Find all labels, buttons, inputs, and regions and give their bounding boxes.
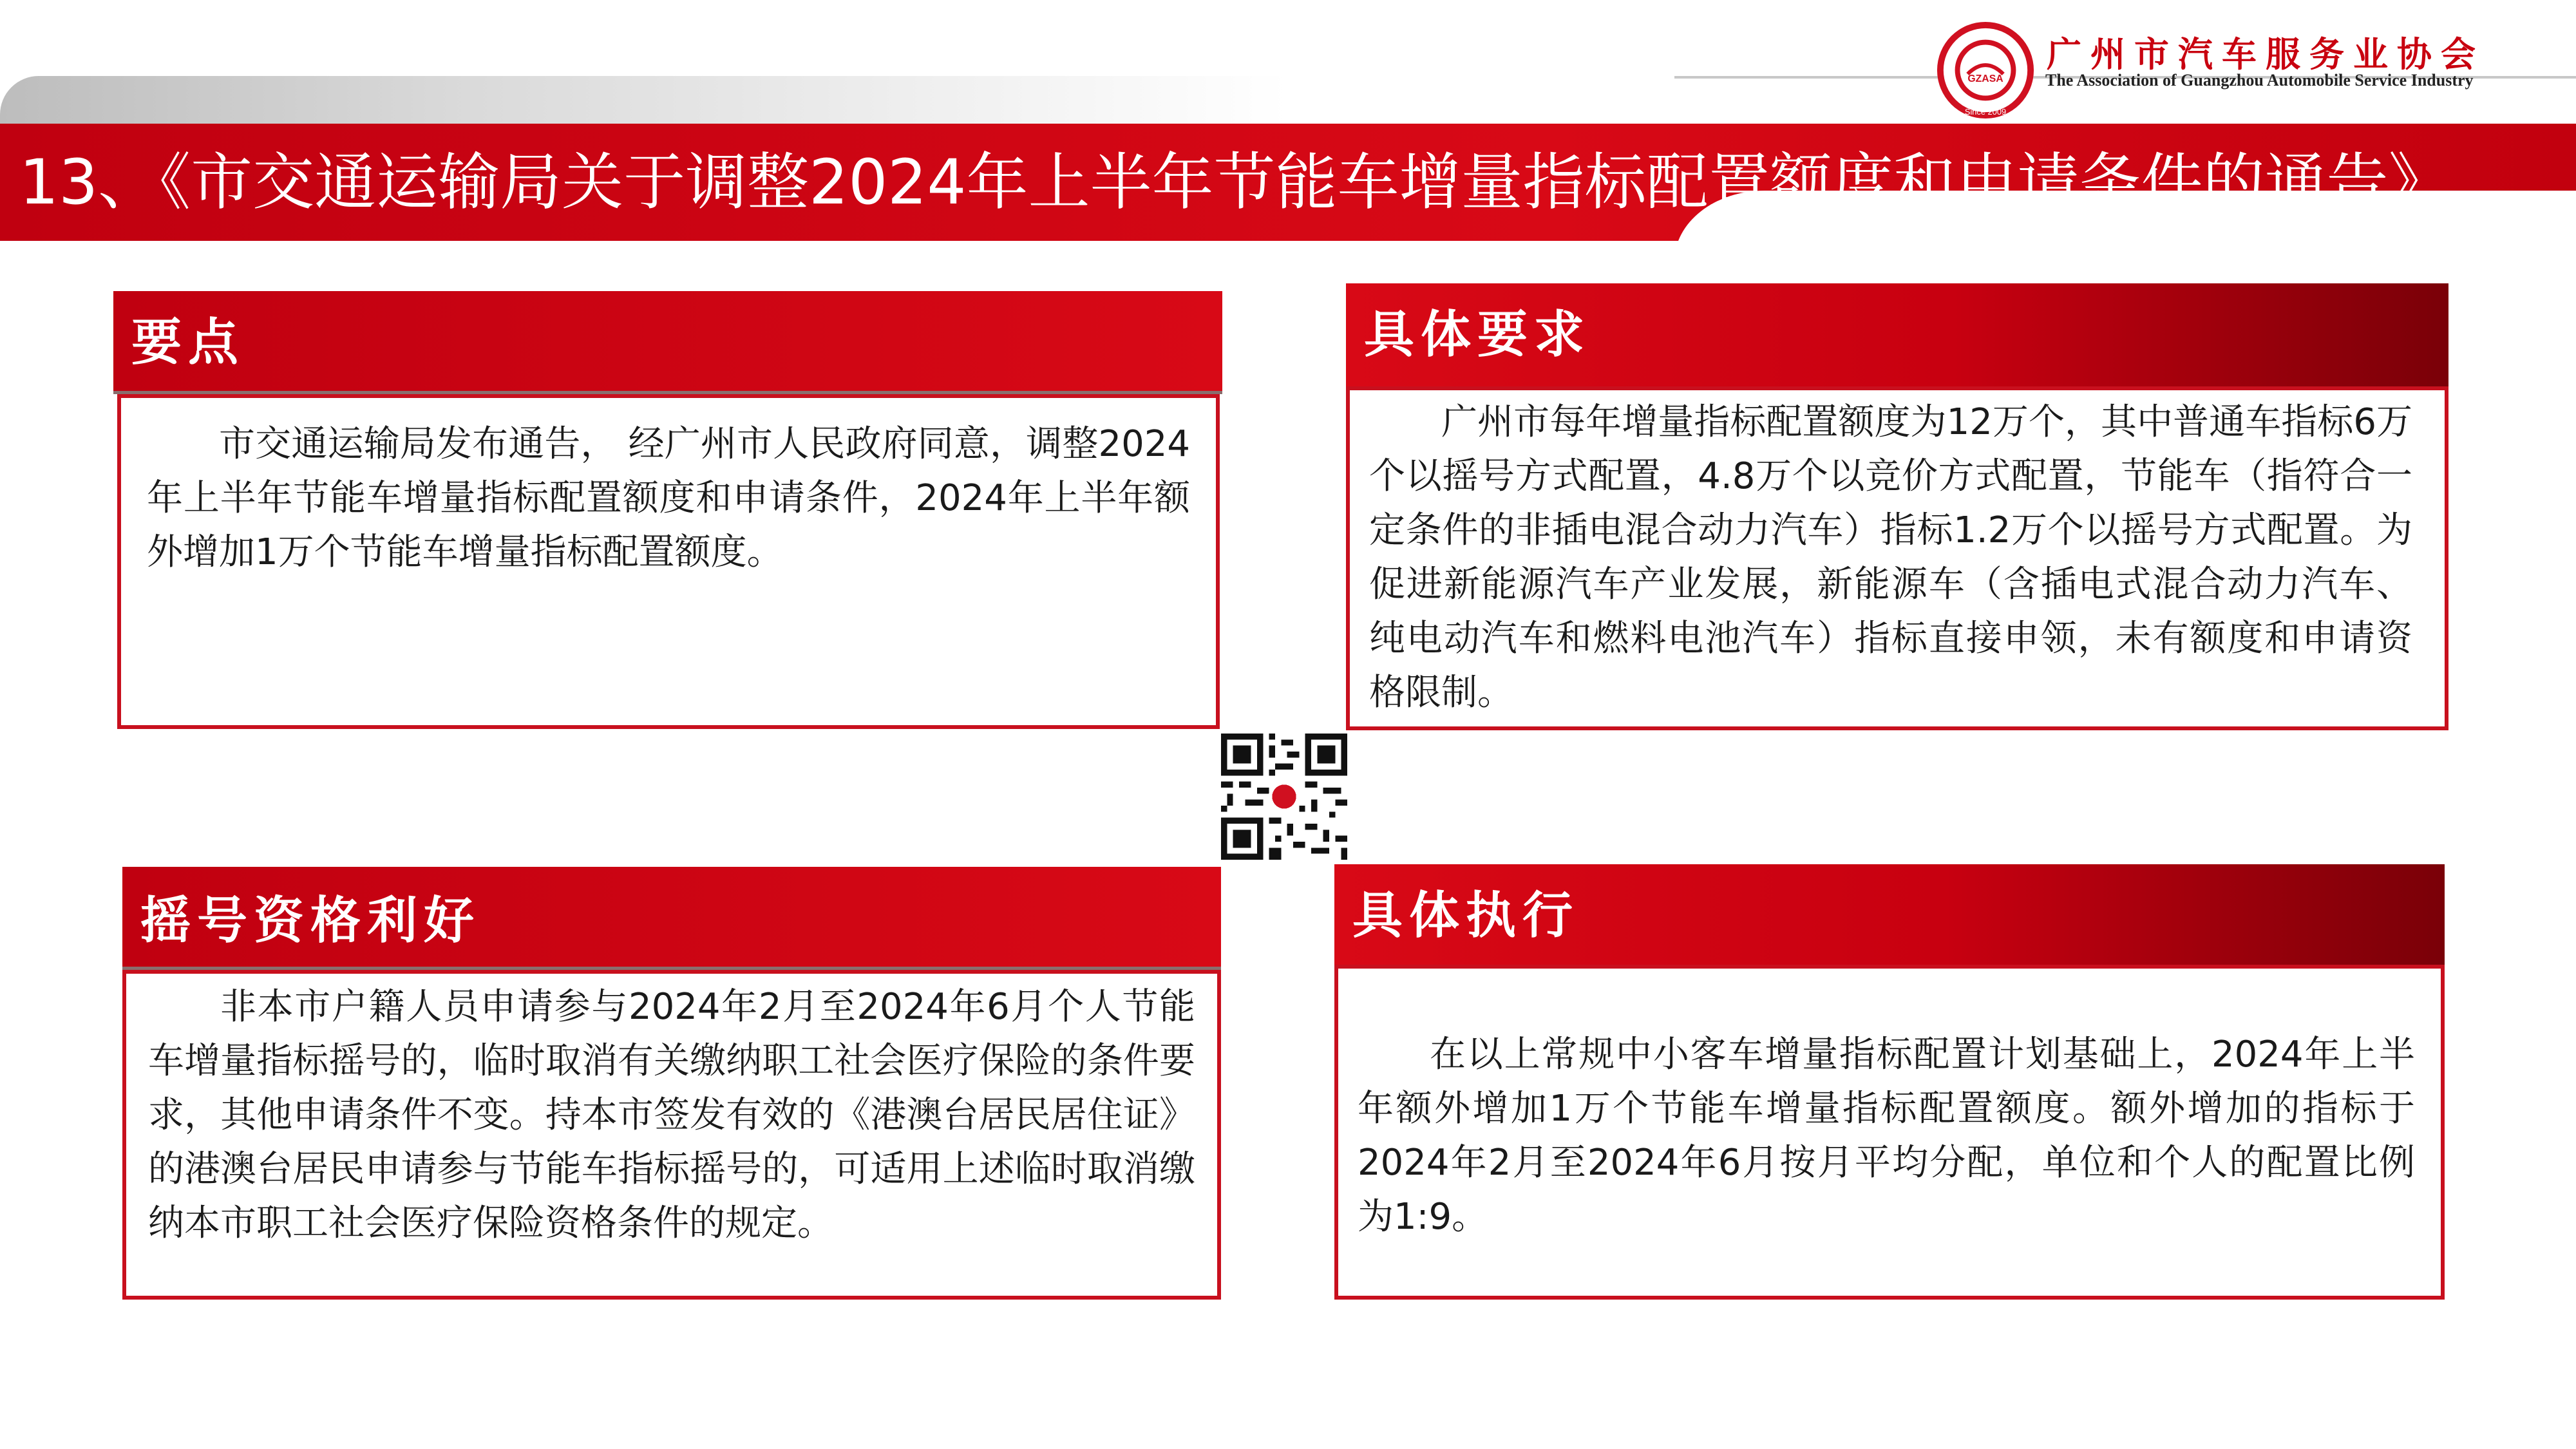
key-points-card [117, 394, 1220, 729]
key-points-text: 市交通运输局发布通告， 经广州市人民政府同意，调整2024年上半年节能车增量指标配置额度和申请条件，2024年上半年额外增加1万个节能车增量指标配置额度。 [147, 423, 1190, 573]
execution-card [1334, 965, 2445, 1300]
association-name-cn: 广州市汽车服务业协会 [2047, 34, 2485, 75]
key-points-header [113, 291, 1222, 394]
svg-text:GZASA: GZASA [1967, 73, 2003, 84]
lottery-benefit-title: 摇号资格利好 [140, 892, 481, 950]
lottery-benefit-header [122, 867, 1221, 970]
requirements-header [1346, 283, 2448, 386]
lottery-benefit-text: 非本市户籍人员申请参与2024年2月至2024年6月个人节能车增量指标摇号的，临时取消有关缴纳职工社会医疗保险的条件要求，其他申请条件不变。持本市签发有效的《港澳台居民居住证》的港澳台居民申请参与节能车指标摇号的，可适用上述临时取消缴纳本市职工社会医疗保险资格条件的规定。 [148, 986, 1195, 1244]
header-gray-band [0, 76, 1288, 126]
execution-header [1334, 864, 2445, 967]
execution-title: 具体执行 [1352, 887, 1580, 945]
association-seal-icon [1935, 19, 2036, 121]
lottery-benefit-card [122, 970, 1221, 1300]
qr-code-icon [1221, 732, 1347, 862]
requirements-card [1346, 386, 2448, 730]
requirements-text: 广州市每年增量指标配置额度为12万个，其中普通车指标6万个以摇号方式配置，4.8万个以竞价方式配置，节能车（指符合一定条件的非插电混合动力汽车）指标1.2万个以摇号方式配置。为促进新能源汽车产业发展，新能源车（含插电式混合动力汽车、纯电动汽车和燃料电池汽车）指标直接申领，未有额度和申请资格限制。 [1369, 401, 2412, 714]
key-points-title: 要点 [131, 314, 245, 372]
svg-text:Since 2009: Since 2009 [1964, 107, 2007, 117]
requirements-title: 具体要求 [1364, 306, 1591, 364]
execution-text: 在以上常规中小客车增量指标配置计划基础上，2024年上半年额外增加1万个节能车增量指标配置额度。额外增加的指标于2024年2月至2024年6月按月平均分配，单位和个人的配置比例为1:9。 [1358, 1034, 2415, 1238]
page-title: 13、《市交通运输局关于调整2024年上半年节能车增量指标配置额度和申请条件的通告》 [19, 146, 2450, 218]
association-name-en: The Association of Guangzhou Automobile Service Industry [2045, 71, 2474, 90]
